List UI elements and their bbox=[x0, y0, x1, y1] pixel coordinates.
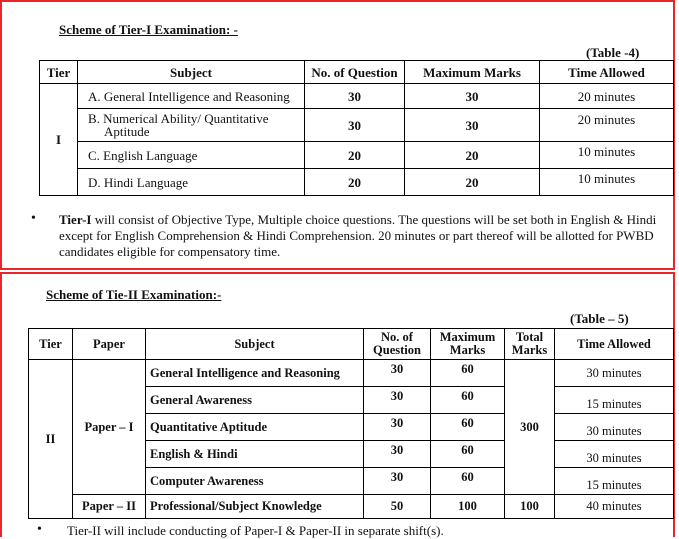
time-cell: 15 minutes bbox=[555, 468, 674, 495]
col-marks-l1: Maximum bbox=[439, 330, 496, 344]
col-time: Time Allowed bbox=[540, 61, 674, 84]
questions-cell: 30 bbox=[305, 84, 405, 109]
subject-line1: B. Numerical Ability/ Quantitative bbox=[88, 111, 269, 126]
time-cell: 30 minutes bbox=[555, 441, 674, 468]
col-marks-l2: Marks bbox=[449, 343, 486, 357]
time-cell: 30 minutes bbox=[555, 414, 674, 441]
tier1-note-bold: Tier-I bbox=[59, 212, 92, 227]
table-row bbox=[40, 84, 674, 109]
paper1-cell: Paper – I bbox=[73, 360, 146, 495]
table-row bbox=[29, 360, 674, 387]
tier2-table bbox=[28, 328, 674, 519]
col-marks bbox=[431, 329, 505, 360]
questions-cell: 30 bbox=[364, 414, 431, 441]
questions-cell: 30 bbox=[364, 441, 431, 468]
marks-cell: 100 bbox=[431, 495, 505, 519]
bullet-icon: • bbox=[31, 211, 36, 226]
table-row bbox=[40, 169, 674, 196]
marks-cell: 20 bbox=[405, 142, 540, 169]
col-questions bbox=[364, 329, 431, 360]
questions-cell: 30 bbox=[364, 360, 431, 387]
tier1-table bbox=[39, 60, 674, 196]
time-cell: 20 minutes bbox=[540, 84, 674, 109]
subject-cell bbox=[78, 109, 305, 142]
col-questions-l2: Question bbox=[373, 343, 421, 357]
marks-cell: 60 bbox=[431, 441, 505, 468]
marks-cell: 60 bbox=[431, 387, 505, 414]
tier1-heading: Scheme of Tier-I Examination: - bbox=[59, 22, 238, 37]
col-subject: Subject bbox=[146, 329, 364, 360]
table-row bbox=[29, 495, 674, 519]
questions-cell: 30 bbox=[364, 387, 431, 414]
marks-cell: 20 bbox=[405, 169, 540, 196]
time-cell: 20 minutes bbox=[540, 109, 674, 142]
tier-cell: II bbox=[29, 360, 73, 519]
subject-cell: D. Hindi Language bbox=[78, 169, 305, 196]
subject-line2: Aptitude bbox=[104, 124, 150, 139]
subject-cell: C. English Language bbox=[78, 142, 305, 169]
questions-cell: 20 bbox=[305, 169, 405, 196]
subject-cell: A. General Intelligence and Reasoning bbox=[78, 84, 305, 109]
tier2-heading: Scheme of Tie-II Examination:- bbox=[46, 287, 222, 302]
time-cell: 10 minutes bbox=[540, 169, 674, 196]
tier1-table-label: (Table -4) bbox=[586, 45, 640, 60]
col-questions-l1: No. of bbox=[381, 330, 413, 344]
paper2-cell: Paper – II bbox=[73, 495, 146, 519]
tier2-table-label: (Table – 5) bbox=[570, 311, 629, 326]
table-row bbox=[40, 109, 674, 142]
col-time: Time Allowed bbox=[555, 329, 674, 360]
marks-cell: 60 bbox=[431, 360, 505, 387]
tier1-header-row bbox=[40, 61, 674, 84]
subject-cell: General Awareness bbox=[146, 387, 364, 414]
marks-cell: 30 bbox=[405, 109, 540, 142]
col-tier: Tier bbox=[29, 329, 73, 360]
table-row bbox=[40, 142, 674, 169]
col-tier: Tier bbox=[40, 61, 78, 84]
marks-cell: 30 bbox=[405, 84, 540, 109]
time-cell: 10 minutes bbox=[540, 142, 674, 169]
col-subject: Subject bbox=[78, 61, 305, 84]
col-total-l2: Marks bbox=[511, 343, 548, 357]
total-cell: 100 bbox=[505, 495, 555, 519]
marks-cell: 60 bbox=[431, 468, 505, 495]
col-marks: Maximum Marks bbox=[405, 61, 540, 84]
questions-cell: 50 bbox=[364, 495, 431, 519]
time-cell: 40 minutes bbox=[555, 495, 674, 519]
tier1-note bbox=[59, 212, 671, 260]
tier-cell: I bbox=[40, 84, 78, 196]
time-cell: 15 minutes bbox=[555, 387, 674, 414]
tier1-note-text: will consist of Objective Type, Multiple choice questions. The questions will be set both in English & Hindi except for English Comprehension & Hindi Comprehension. 20 minutes or part thereof will be allotted for PWBD candidates eligible for compensatory time. bbox=[59, 212, 657, 259]
subject-cell: Professional/Subject Knowledge bbox=[146, 495, 364, 519]
subject-cell: Computer Awareness bbox=[146, 468, 364, 495]
subject-cell: English & Hindi bbox=[146, 441, 364, 468]
tier1-panel bbox=[0, 0, 675, 270]
questions-cell: 30 bbox=[364, 468, 431, 495]
tier2-note: Tier-II will include conducting of Paper-I & Paper-II in separate shift(s). bbox=[67, 523, 444, 538]
marks-cell: 60 bbox=[431, 414, 505, 441]
total-cell: 300 bbox=[505, 360, 555, 495]
col-questions: No. of Question bbox=[305, 61, 405, 84]
tier2-panel bbox=[0, 272, 675, 537]
subject-cell: Quantitative Aptitude bbox=[146, 414, 364, 441]
col-paper: Paper bbox=[73, 329, 146, 360]
col-total bbox=[505, 329, 555, 360]
tier2-header-row bbox=[29, 329, 674, 360]
bullet-icon: • bbox=[37, 522, 42, 537]
col-total-l1: Total bbox=[515, 330, 544, 344]
subject-cell: General Intelligence and Reasoning bbox=[146, 360, 364, 387]
questions-cell: 30 bbox=[305, 109, 405, 142]
time-cell: 30 minutes bbox=[555, 360, 674, 387]
questions-cell: 20 bbox=[305, 142, 405, 169]
